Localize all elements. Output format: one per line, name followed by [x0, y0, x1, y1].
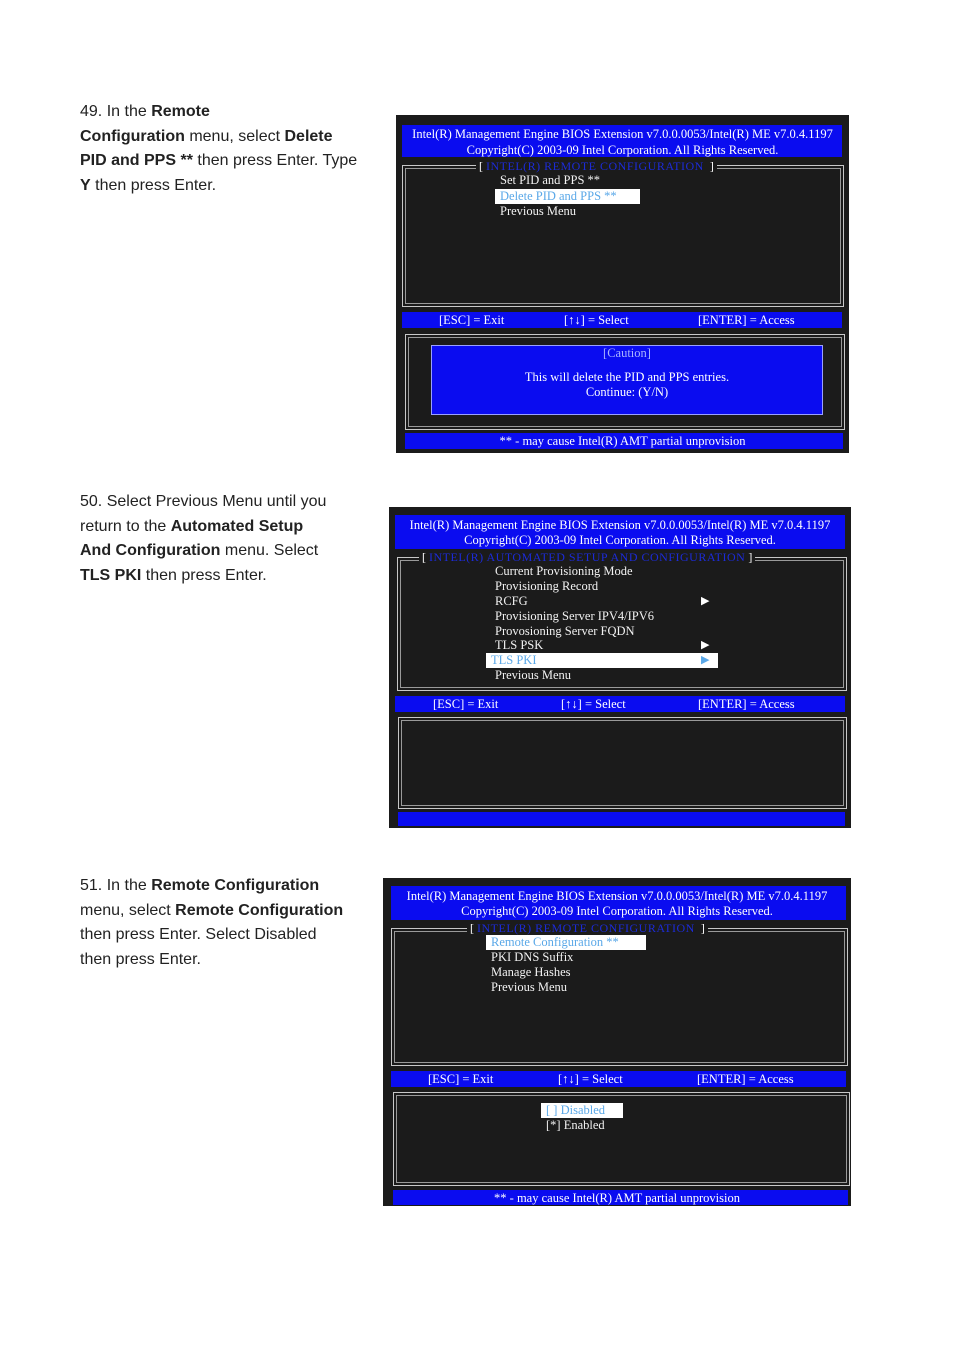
bios-copyright: Copyright(C) 2003-09 Intel Corporation. All Rights Reserved. — [466, 143, 779, 157]
bios-title: Intel(R) Management Engine BIOS Extension v7.0.0.0053/Intel(R) ME v7.0.4.1197 — [412, 127, 833, 141]
unprovision-note: ** - may cause Intel(R) AMT partial unprovision — [494, 1191, 740, 1205]
note-bar — [398, 812, 845, 826]
option-enabled[interactable]: [*] Enabled — [546, 1118, 605, 1132]
info-panel — [398, 717, 847, 809]
footer-select: [↑↓] = Select — [558, 1072, 623, 1086]
menu-item-previous-menu[interactable]: Previous Menu — [491, 980, 568, 994]
footer-enter: [ENTER] = Access — [697, 1072, 794, 1086]
menu-title: [ INTEL(R) AUTOMATED SETUP AND CONFIGURATION ] — [419, 550, 755, 564]
unprovision-note: ** - may cause Intel(R) AMT partial unprovision — [499, 434, 746, 448]
menu-item-provisioning-server-ip[interactable]: Provisioning Server IPV4/IPV6 — [495, 609, 655, 623]
menu-title: [ INTEL(R) REMOTE CONFIGURATION ] — [476, 159, 717, 173]
footer-select: [↑↓] = Select — [564, 313, 629, 327]
caution-message: This will delete the PID and PPS entries. — [524, 370, 730, 384]
footer-enter: [ENTER] = Access — [698, 697, 795, 711]
menu-item-tls-pki[interactable]: TLS PKI — [486, 653, 718, 668]
menu-panel — [402, 165, 844, 307]
bios-screen-remote-configuration-disable — [383, 878, 851, 1206]
menu-item-previous-menu[interactable]: Previous Menu — [500, 204, 577, 218]
menu-item-provisioning-server-fqdn[interactable]: Provosioning Server FQDN — [495, 624, 635, 638]
menu-item-current-provisioning-mode[interactable]: Current Provisioning Mode — [495, 564, 633, 578]
menu-item-manage-hashes[interactable]: Manage Hashes — [491, 965, 571, 979]
bios-screen-remote-configuration-delete — [396, 115, 849, 453]
footer-esc: [ESC] = Exit — [439, 313, 505, 327]
bios-title: Intel(R) Management Engine BIOS Extension v7.0.0.0053/Intel(R) ME v7.0.4.1197 — [406, 889, 828, 903]
submenu-arrow-icon: ▶ — [701, 639, 710, 651]
option-disabled[interactable]: [ ] Disabled — [541, 1103, 623, 1118]
menu-title: [ INTEL(R) REMOTE CONFIGURATION ] — [467, 921, 708, 935]
footer-enter: [ENTER] = Access — [698, 313, 795, 327]
step-50-text: 50. Select Previous Menu until you return to the Automated Setup And Configuration menu. Select TLS PKI then press Enter. — [80, 493, 327, 584]
footer-select: [↑↓] = Select — [561, 697, 626, 711]
bios-screen-automated-setup — [389, 507, 851, 828]
menu-item-provisioning-record[interactable]: Provisioning Record — [495, 579, 599, 593]
menu-item-remote-configuration[interactable]: Remote Configuration ** — [486, 935, 646, 950]
menu-item-set-pid-pps[interactable]: Set PID and PPS ** — [500, 173, 601, 187]
footer-esc: [ESC] = Exit — [433, 697, 499, 711]
bios-title: Intel(R) Management Engine BIOS Extension v7.0.0.0053/Intel(R) ME v7.0.4.1197 — [409, 518, 831, 532]
bios-copyright: Copyright(C) 2003-09 Intel Corporation. All Rights Reserved. — [464, 533, 776, 547]
submenu-arrow-icon: ▶ — [701, 654, 710, 666]
bios-copyright: Copyright(C) 2003-09 Intel Corporation. All Rights Reserved. — [461, 904, 773, 918]
menu-item-rcfg[interactable]: RCFG — [495, 594, 528, 608]
menu-item-delete-pid-pps[interactable]: Delete PID and PPS ** — [495, 189, 640, 204]
menu-item-previous-menu[interactable]: Previous Menu — [495, 668, 572, 682]
caution-title: [Caution] — [603, 346, 651, 360]
footer-esc: [ESC] = Exit — [428, 1072, 494, 1086]
submenu-arrow-icon: ▶ — [701, 595, 710, 607]
step-49-text: 49. In the Remote Configuration menu, select Delete PID and PPS ** then press Enter. Type Y then press Enter. — [80, 103, 358, 194]
menu-item-tls-psk[interactable]: TLS PSK — [495, 638, 544, 652]
caution-prompt: Continue: (Y/N) — [585, 385, 669, 399]
step-51-text: 51. In the Remote Configuration menu, select Remote Configuration then press Enter. Select Disabled then press Enter. — [80, 877, 344, 968]
caution-dialog — [431, 345, 823, 415]
menu-item-pki-dns-suffix[interactable]: PKI DNS Suffix — [491, 950, 574, 964]
